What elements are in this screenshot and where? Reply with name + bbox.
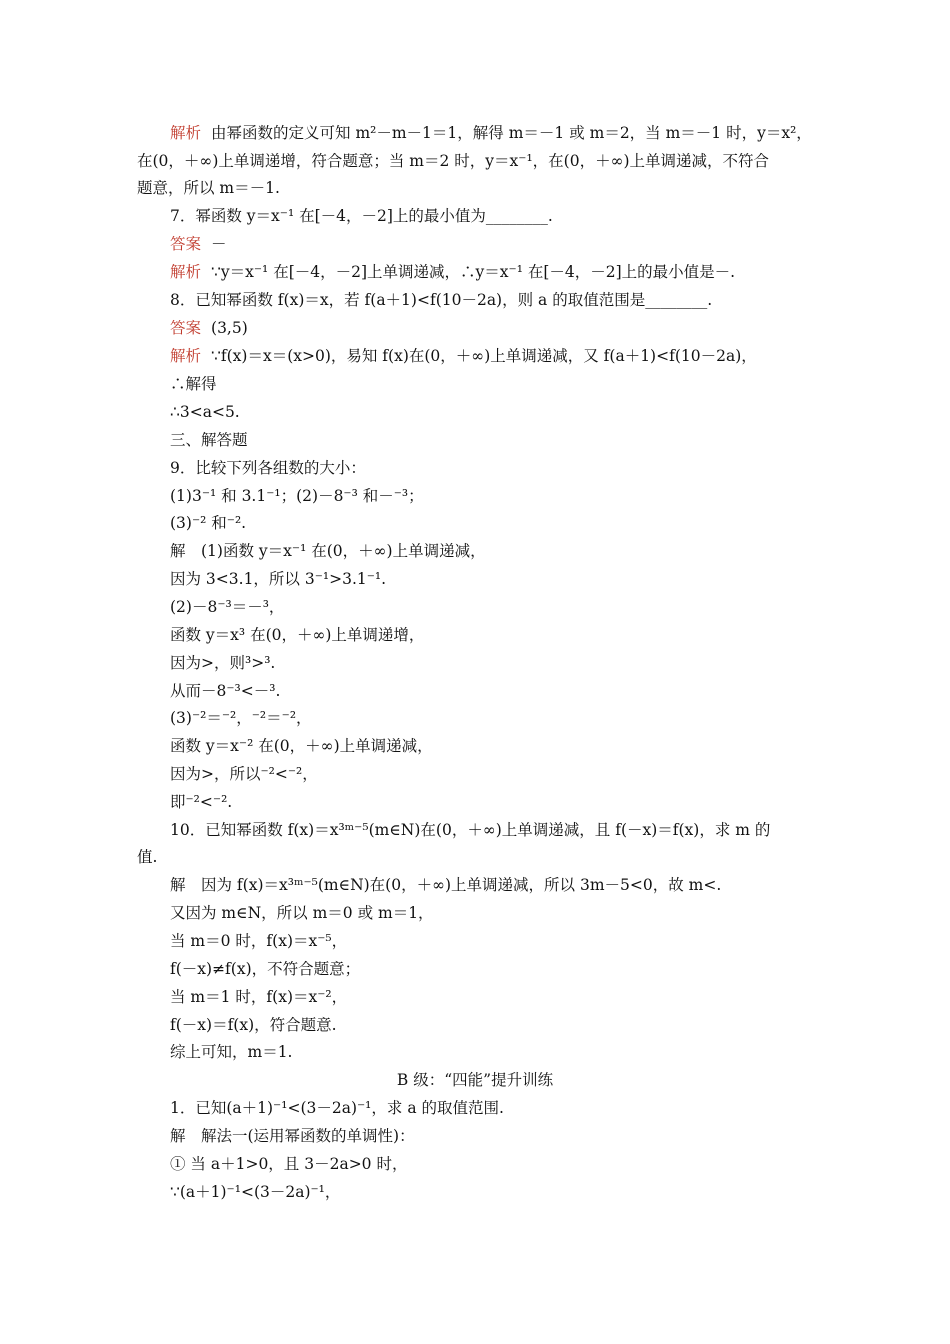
line-38: ① 当 a＋1>0，且 3－2a>0 时， bbox=[170, 1155, 408, 1173]
line-19: 函数 y＝x³ 在(0，＋∞)上单调递增， bbox=[170, 626, 425, 644]
line-29: 又因为 m∈N，所以 m＝0 或 m＝1， bbox=[170, 904, 434, 922]
line-24: 因为>，所以⁻²<⁻²， bbox=[170, 765, 318, 783]
line-3: 题意，所以 m＝－1. bbox=[137, 179, 280, 197]
line-34: 综上可知，m＝1. bbox=[170, 1043, 293, 1061]
line-20: 因为>，则³>³. bbox=[170, 654, 276, 672]
line-15: (3)⁻² 和⁻². bbox=[170, 514, 247, 532]
tag-label: 答案 bbox=[170, 235, 202, 253]
analysis-7: 解析 ∵y＝x⁻¹ 在[－4，－2]上单调递减，∴y＝x⁻¹ 在[－4，－2]上的最小值是－. bbox=[170, 263, 736, 281]
line-1: 解析 由幂函数的定义可知 m²－m－1＝1，解得 m＝－1 或 m＝2，当 m＝－1 时，y＝x²， bbox=[170, 124, 812, 142]
line-18: (2)－8⁻³＝－³， bbox=[170, 598, 285, 616]
question-b1: 1．已知(a＋1)⁻¹<(3－2a)⁻¹，求 a 的取值范围. bbox=[170, 1099, 504, 1117]
tag-label: 解析 bbox=[170, 347, 202, 365]
line-27: 值. bbox=[137, 848, 158, 866]
line-25: 即⁻²<⁻². bbox=[170, 793, 233, 811]
line-30: 当 m＝0 时，f(x)＝x⁻⁵， bbox=[170, 932, 348, 950]
line-33: f(－x)＝f(x)，符合题意. bbox=[170, 1016, 337, 1034]
line-31: f(－x)≠f(x)，不符合题意； bbox=[170, 960, 361, 978]
answer-7: 答案 － bbox=[170, 235, 227, 253]
analysis-8: 解析 ∵f(x)＝x＝(x>0)，易知 f(x)在(0，＋∞)上单调递减，又 f(a＋1)<f(10－2a)， bbox=[170, 347, 757, 365]
line-21: 从而－8⁻³<－³. bbox=[170, 682, 281, 700]
section-heading: 三、解答题 bbox=[170, 431, 248, 449]
question-9: 9．比较下列各组数的大小： bbox=[170, 459, 366, 477]
line-32: 当 m＝1 时，f(x)＝x⁻²， bbox=[170, 988, 348, 1006]
tag-label: 解析 bbox=[170, 124, 202, 142]
line-23: 函数 y＝x⁻² 在(0，＋∞)上单调递减， bbox=[170, 737, 433, 755]
line-17: 因为 3<3.1，所以 3⁻¹>3.1⁻¹. bbox=[170, 570, 387, 588]
line-11: ∴3<a<5. bbox=[170, 403, 240, 421]
line-14: (1)3⁻¹ 和 3.1⁻¹；(2)－8⁻³ 和－⁻³； bbox=[170, 487, 424, 505]
line-16: 解 (1)函数 y＝x⁻¹ 在(0，＋∞)上单调递减， bbox=[170, 542, 486, 560]
tag-label: 解析 bbox=[170, 263, 202, 281]
question-7: 7．幂函数 y＝x⁻¹ 在[－4，－2]上的最小值为________. bbox=[170, 207, 553, 225]
section-b-heading: B 级：“四能”提升训练 bbox=[396, 1071, 554, 1089]
line-2: 在(0，＋∞)上单调递增，符合题意；当 m＝2 时，y＝x⁻¹，在(0，＋∞)上单调递减，不符合 bbox=[137, 152, 770, 170]
line-22: (3)⁻²＝⁻²，⁻²＝⁻²， bbox=[170, 709, 312, 727]
answer-8: 答案 (3,5) bbox=[170, 319, 248, 337]
tag-label: 答案 bbox=[170, 319, 202, 337]
line-10: ∴解得 bbox=[170, 375, 217, 393]
line-28: 解 因为 f(x)＝x³ᵐ⁻⁵(m∈N)在(0，＋∞)上单调递减，所以 3m－5<0，故 m<. bbox=[170, 876, 722, 894]
line-39: ∵(a＋1)⁻¹<(3－2a)⁻¹， bbox=[170, 1183, 341, 1201]
question-10: 10．已知幂函数 f(x)＝x³ᵐ⁻⁵(m∈N)在(0，＋∞)上单调递减，且 f(－x)＝f(x)，求 m 的 bbox=[170, 821, 771, 839]
question-8: 8．已知幂函数 f(x)＝x，若 f(a＋1)<f(10－2a)，则 a 的取值范围是________. bbox=[170, 291, 713, 309]
line-37: 解 解法一(运用幂函数的单调性)： bbox=[170, 1127, 415, 1145]
